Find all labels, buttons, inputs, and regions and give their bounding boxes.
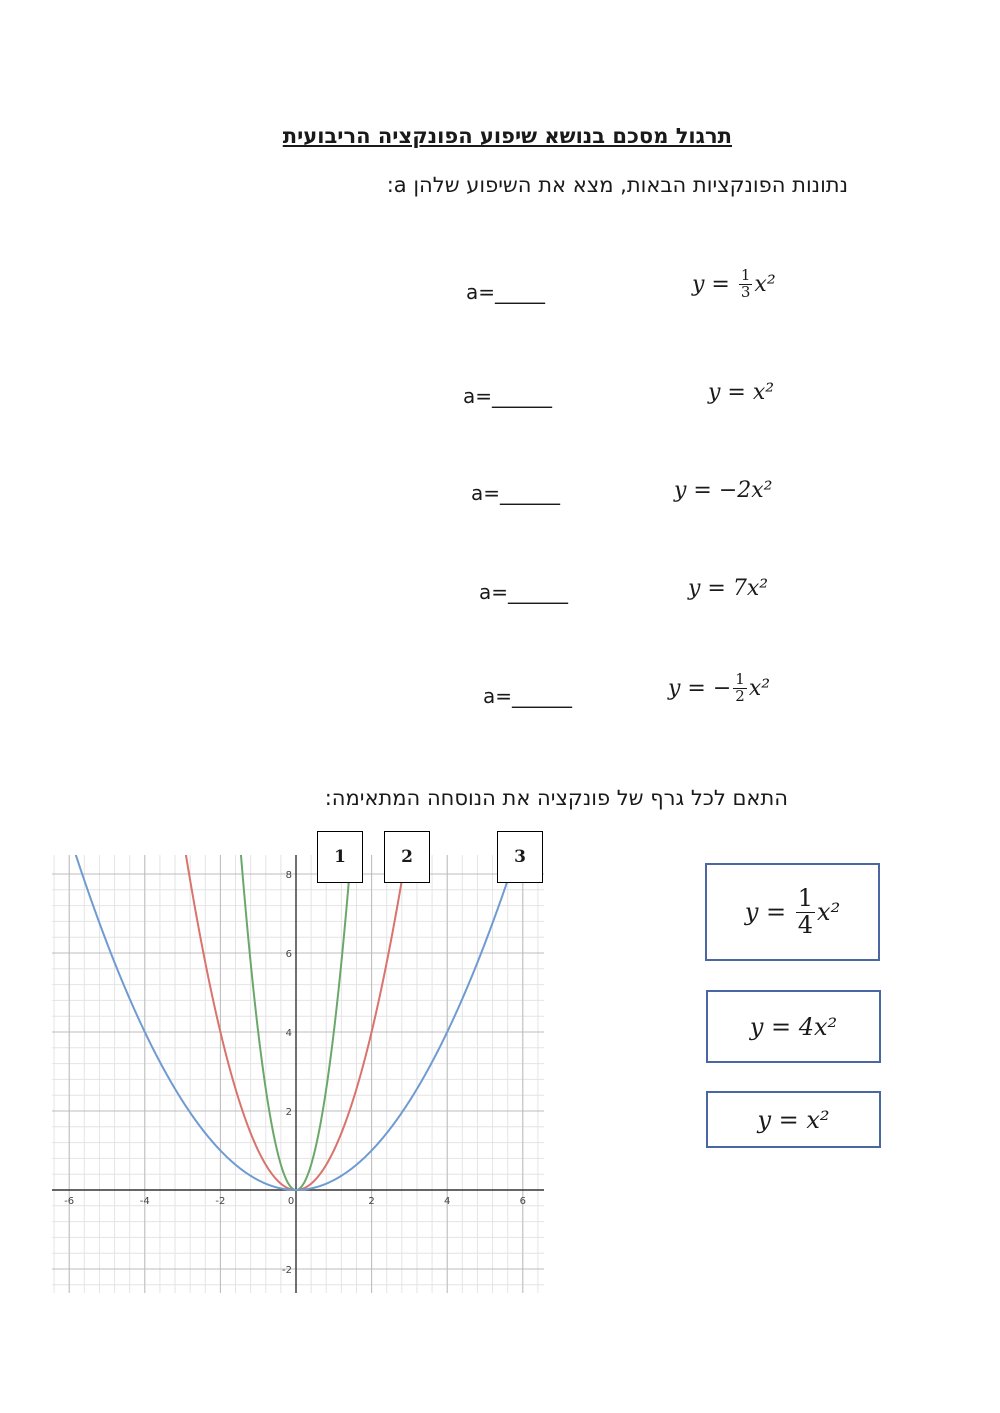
equation-3	[674, 478, 773, 503]
tick-labels	[64, 870, 526, 1276]
formula-box-one[interactable]	[706, 1091, 881, 1148]
page-title: תרגול מסכם בנושא שיפוע הפונקציה הריבועית	[282, 124, 732, 148]
equation-1-denominator: 3	[740, 282, 751, 301]
equation-1-prefix: y =	[692, 271, 737, 297]
graph-label-3: 3	[497, 831, 543, 883]
formula-quarter-prefix: y =	[744, 898, 794, 926]
equation-5-denominator: 2	[735, 686, 745, 705]
formula-one: y = x²	[757, 1105, 830, 1134]
y-tick-label: 6	[285, 949, 292, 960]
instruction-match-graphs: התאם לכל גרף של פונקציה את הנוסחה המתאימה:	[324, 786, 788, 810]
formula-four: y = 4x²	[749, 1012, 838, 1041]
graph-label-2: 2	[384, 831, 430, 883]
equation-1	[692, 268, 776, 301]
equation-5	[668, 672, 770, 705]
answer-blank-2[interactable]: a=______	[463, 384, 553, 408]
formula-box-four[interactable]	[706, 990, 881, 1063]
grid-minor	[52, 855, 544, 1293]
equation-1-fraction	[739, 268, 753, 301]
axes	[52, 855, 544, 1293]
x-tick-label: 6	[519, 1196, 526, 1207]
instruction-find-a: נתונות הפונקציות הבאות, מצא את השיפוע שלהן a:	[386, 173, 848, 197]
graph-label-1: 1	[317, 831, 363, 883]
x-tick-label: -2	[215, 1196, 226, 1207]
formula-quarter-fraction	[796, 886, 815, 937]
grid-major	[52, 855, 544, 1293]
equation-4-text: y = 7x²	[688, 576, 769, 601]
x-tick-label: -6	[64, 1196, 75, 1207]
answer-blank-5[interactable]: a=______	[483, 684, 573, 708]
answer-blank-3[interactable]: a=______	[471, 481, 561, 505]
equation-5-numerator: 1	[735, 670, 745, 688]
x-tick-label: 2	[368, 1196, 375, 1207]
x-tick-label: 0	[287, 1196, 295, 1207]
parabola-graph	[52, 855, 544, 1293]
equation-1-numerator: 1	[740, 266, 751, 284]
formula-quarter	[745, 886, 840, 937]
y-tick-label: 2	[285, 1107, 292, 1118]
x-tick-label: 4	[444, 1196, 451, 1207]
equation-5-fraction	[733, 672, 747, 705]
answer-blank-4[interactable]: a=______	[479, 580, 569, 604]
equation-3-text: y = −2x²	[674, 478, 773, 503]
formula-quarter-numerator: 1	[797, 884, 814, 913]
equation-1-suffix: x²	[754, 271, 776, 297]
formula-quarter-denominator: 4	[797, 910, 814, 939]
equation-2	[708, 380, 774, 405]
y-tick-label: 4	[285, 1028, 292, 1039]
formula-box-quarter[interactable]	[705, 863, 880, 961]
y-tick-label: 8	[285, 870, 292, 881]
equation-5-suffix: x²	[748, 675, 771, 701]
equation-4	[688, 576, 768, 601]
equation-2-text: y = x²	[708, 380, 775, 405]
formula-quarter-suffix: x²	[817, 898, 841, 926]
answer-blank-1[interactable]: a=_____	[466, 280, 546, 304]
y-tick-label: -2	[282, 1265, 292, 1276]
x-tick-label: -4	[139, 1196, 150, 1207]
equation-5-prefix: y = −	[668, 675, 732, 701]
